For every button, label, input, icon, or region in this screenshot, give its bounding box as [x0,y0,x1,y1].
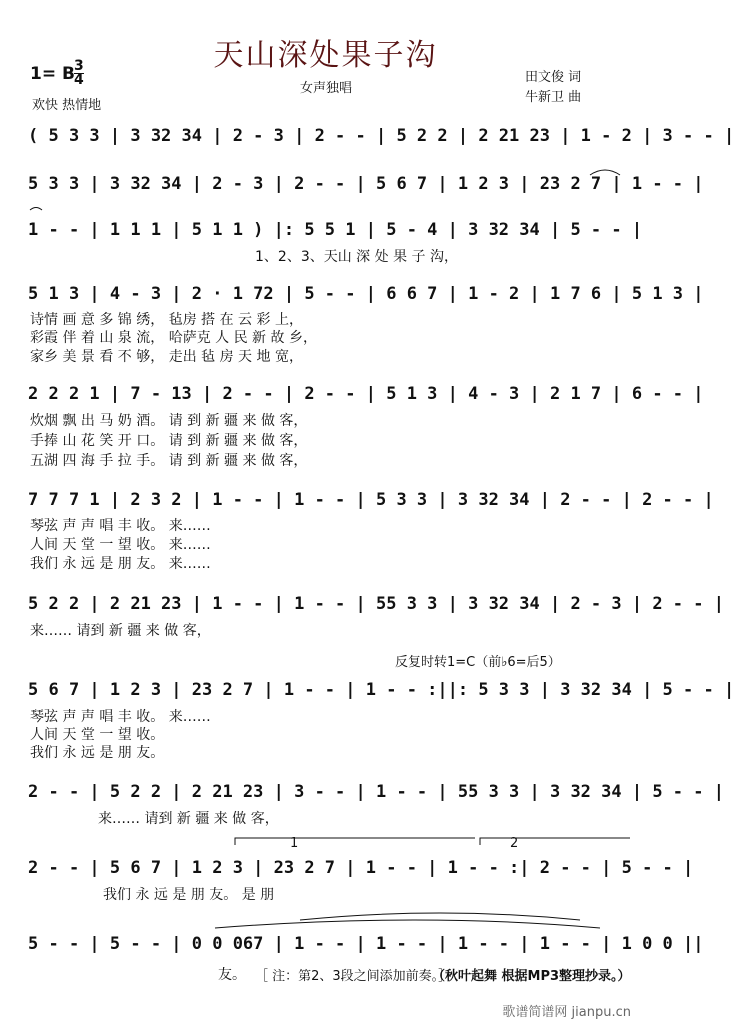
song-title: 天山深处果子沟 [213,38,438,73]
lyric-line-5a: 炊烟 飘 出 马 奶 酒。 请 到 新 疆 来 做 客， [30,413,308,429]
volta-2-bracket [480,838,630,845]
staff-line-8: 5 6 7 | 1 2 3 | 23 2 7 | 1 - - | 1 - - :||: 5 3 3 | 3 32 34 | 5 - - | [28,680,734,700]
lyric-line-4b: 彩霞 伴 着 山 泉 流， 哈萨克 人 民 新 故 乡， [30,330,317,346]
time-bottom: 4 [74,72,84,88]
staff-line-4: 5 1 3 | 4 - 3 | 2 · 1 72 | 5 - - | 6 6 7 | 1 - 2 | 1 7 6 | 5 1 3 | [28,284,704,304]
lyric-line-6a: 琴弦 声 声 唱 丰 收。 来…… [30,518,211,534]
staff-line-2: 5 3 3 | 3 32 34 | 2 - 3 | 2 - - | 5 6 7 | 1 2 3 | 23 2 7 | 1 - - | [28,174,704,194]
lyric-line-5c: 五湖 四 海 手 拉 手。 请 到 新 疆 来 做 客， [30,453,308,469]
slur-arc [300,913,580,920]
watermark: 歌谱简谱网 jianpu.cn [502,1005,631,1020]
lyric-line-7: 来…… 请到 新 疆 来 做 客， [30,623,211,639]
staff-line-3: 1 - - | 1 1 1 | 5 1 1 ) |: 5 5 1 | 5 - 4 | 3 32 34 | 5 - - | [28,220,643,240]
slur-arc [215,920,600,928]
lyric-line-8b: 人间 天 堂 一 望 收。 [30,727,165,743]
lyric-line-6b: 人间 天 堂 一 望 收。 来…… [30,537,211,553]
lyric-line-8a: 琴弦 声 声 唱 丰 收。 来…… [30,709,211,725]
lyric-line-8c: 我们 永 远 是 朋 友。 [30,745,165,761]
time-top: 3 [74,58,84,74]
lyric-line-4c: 家乡 美 景 看 不 够， 走出 毡 房 天 地 宽， [30,349,303,365]
lyric-line-10: 我们 永 远 是 朋 友。 是 朋 [103,887,275,903]
lyric-line-11: 友。 [218,967,246,983]
staff-line-10: 2 - - | 5 6 7 | 1 2 3 | 23 2 7 | 1 - - | 1 - - :| 2 - - | 5 - - | [28,858,694,878]
volta-1-label: 1 [290,836,299,851]
lyric-line-4a: 诗情 画 意 多 锦 绣， 毡房 搭 在 云 彩 上， [30,312,303,328]
volta-2-label: 2 [510,836,519,851]
staff-line-5: 2 2 2 1 | 7 - 13 | 2 - - | 2 - - | 5 1 3 | 4 - 3 | 2 1 7 | 6 - - | [28,384,704,404]
tie-arc [30,208,42,211]
lyric-line-6c: 我们 永 远 是 朋 友。 来…… [30,556,211,572]
key-signature: 1= B [30,64,75,84]
repeat-key-change-note: 反复时转1=C（前♭6=后5） [395,655,561,670]
staff-line-1: ( 5 3 3 | 3 32 34 | 2 - 3 | 2 - - | 5 2 2 | 2 21 23 | 1 - 2 | 3 - - | [28,126,734,146]
lyricist-credit: 田文俊 词 [525,70,582,85]
composer-credit: 牛新卫 曲 [525,90,582,105]
volta-1-bracket [235,838,475,845]
tempo-marking: 欢快 热情地 [32,98,102,113]
staff-line-11: 5 - - | 5 - - | 0 0 067 | 1 - - | 1 - - | 1 - - | 1 - - | 1 0 0 || [28,934,704,954]
performance-type: 女声独唱 [300,81,353,96]
lyric-line-3: 1、2、3、天山 深 处 果 子 沟， [255,249,458,265]
staff-line-6: 7 7 7 1 | 2 3 2 | 1 - - | 1 - - | 5 3 3 | 3 32 34 | 2 - - | 2 - - | [28,490,714,510]
staff-line-7: 5 2 2 | 2 21 23 | 1 - - | 1 - - | 55 3 3 | 3 32 34 | 2 - 3 | 2 - - | [28,594,724,614]
staff-line-9: 2 - - | 5 2 2 | 2 21 23 | 3 - - | 1 - - | 55 3 3 | 3 32 34 | 5 - - | [28,782,724,802]
transcription-credit: （秋叶起舞 根据MP3整理抄录。） [432,969,631,984]
lyric-line-9: 来…… 请到 新 疆 来 做 客， [98,811,279,827]
tie-arc [590,170,620,175]
performance-note: ［ 注：第2、3段之间添加前奏。］ [255,969,452,984]
lyric-line-5b: 手捧 山 花 笑 开 口。 请 到 新 疆 来 做 客， [30,433,308,449]
